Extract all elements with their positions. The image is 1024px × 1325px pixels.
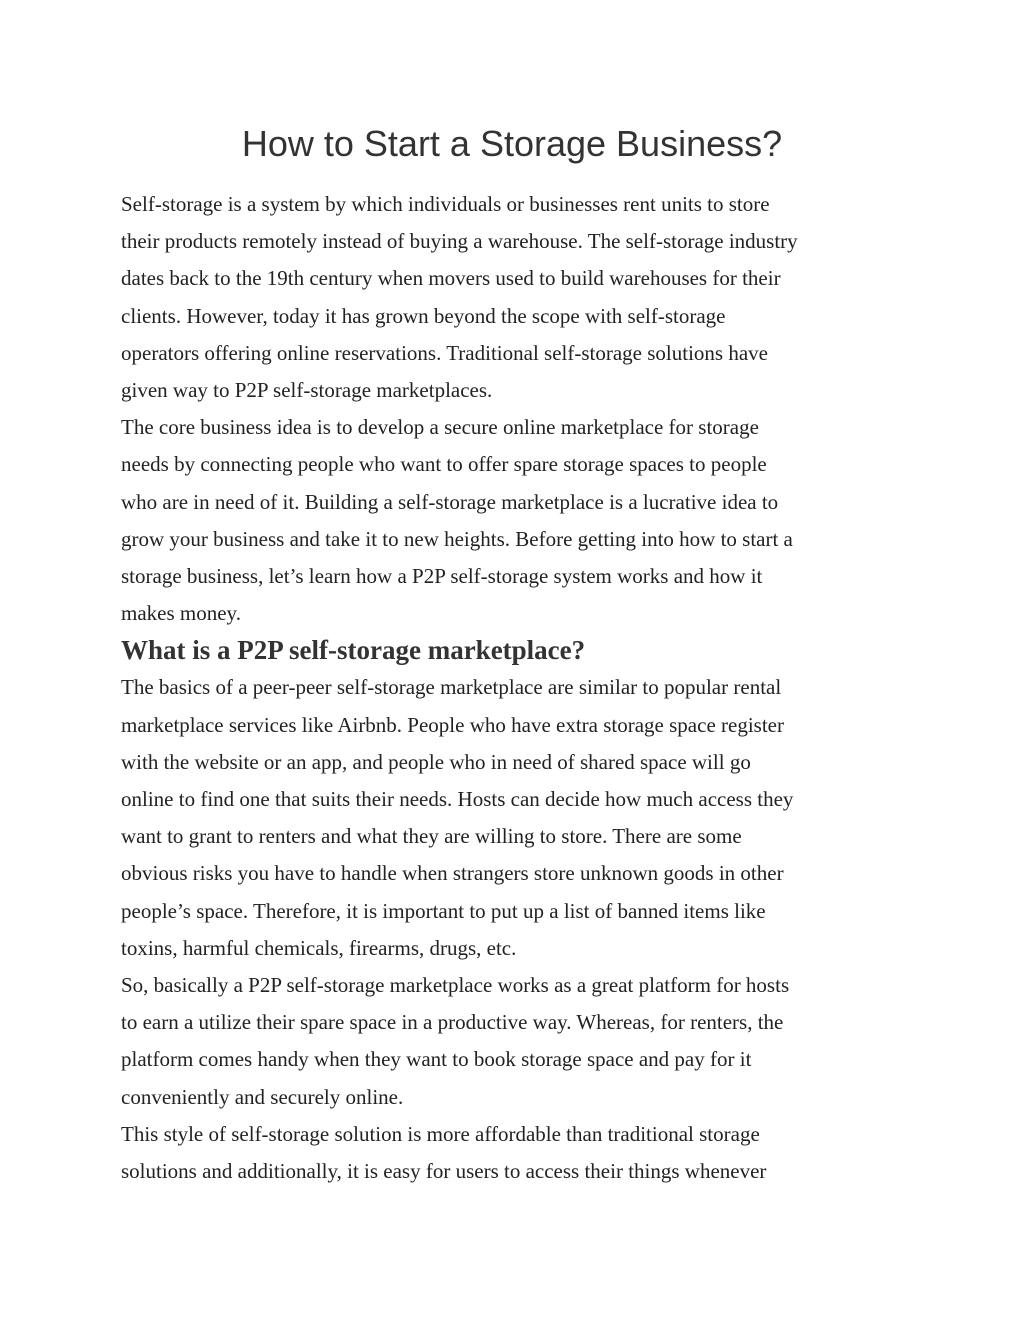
text-line: The basics of a peer-peer self-storage marketplace are similar to popular rental	[121, 675, 782, 700]
text-line: operators offering online reservations. Traditional self-storage solutions have	[121, 340, 768, 365]
paragraph-p2p-basics	[121, 669, 921, 967]
text-line: clients. However, today it has grown beyond the scope with self-storage	[121, 303, 726, 328]
text-line: solutions and additionally, it is easy for users to access their things whenever	[121, 1158, 767, 1183]
text-line: The core business idea is to develop a secure online marketplace for storage	[121, 415, 759, 440]
text-line: who are in need of it. Building a self-storage marketplace is a lucrative idea to	[121, 489, 779, 514]
text-line: given way to P2P self-storage marketplaces.	[121, 377, 493, 402]
text-line: marketplace services like Airbnb. People who have extra storage space register	[121, 712, 784, 737]
text-line: So, basically a P2P self-storage marketplace works as a great platform for hosts	[121, 972, 790, 997]
text-line: needs by connecting people who want to offer spare storage spaces to people	[121, 452, 767, 477]
text-line: to earn a utilize their spare space in a productive way. Whereas, for renters, the	[121, 1010, 784, 1035]
text-line: want to grant to renters and what they are willing to store. There are some	[121, 824, 742, 849]
paragraph-affordability	[121, 1116, 921, 1190]
text-line: storage business, let’s learn how a P2P self-storage system works and how it	[121, 563, 763, 588]
text-line: online to find one that suits their needs. Hosts can decide how much access they	[121, 787, 794, 812]
text-line: toxins, harmful chemicals, firearms, drugs, etc.	[121, 935, 517, 960]
text-line: conveniently and securely online.	[121, 1084, 404, 1109]
text-line: obvious risks you have to handle when strangers store unknown goods in other	[121, 861, 784, 886]
text-line: their products remotely instead of buying a warehouse. The self-storage industry	[121, 229, 798, 254]
text-line: with the website or an app, and people who in need of shared space will go	[121, 749, 751, 774]
paragraph-core-business-idea	[121, 409, 921, 632]
text-line: makes money.	[121, 601, 241, 626]
document-body	[121, 186, 921, 1190]
text-line: platform comes handy when they want to book storage space and pay for it	[121, 1047, 752, 1072]
text-line: grow your business and take it to new heights. Before getting into how to start a	[121, 526, 793, 551]
text-line: This style of self-storage solution is more affordable than traditional storage	[121, 1121, 760, 1146]
text-line: people’s space. Therefore, it is important to put up a list of banned items like	[121, 898, 766, 923]
text-line: Self-storage is a system by which individuals or businesses rent units to store	[121, 192, 770, 216]
paragraph-platform-benefits	[121, 967, 921, 1116]
text-line: dates back to the 19th century when movers used to build warehouses for their	[121, 266, 781, 291]
section-heading: What is a P2P self-storage marketplace?	[121, 635, 586, 666]
paragraph-self-storage-intro	[121, 186, 921, 409]
document-title: How to Start a Storage Business?	[241, 123, 783, 164]
